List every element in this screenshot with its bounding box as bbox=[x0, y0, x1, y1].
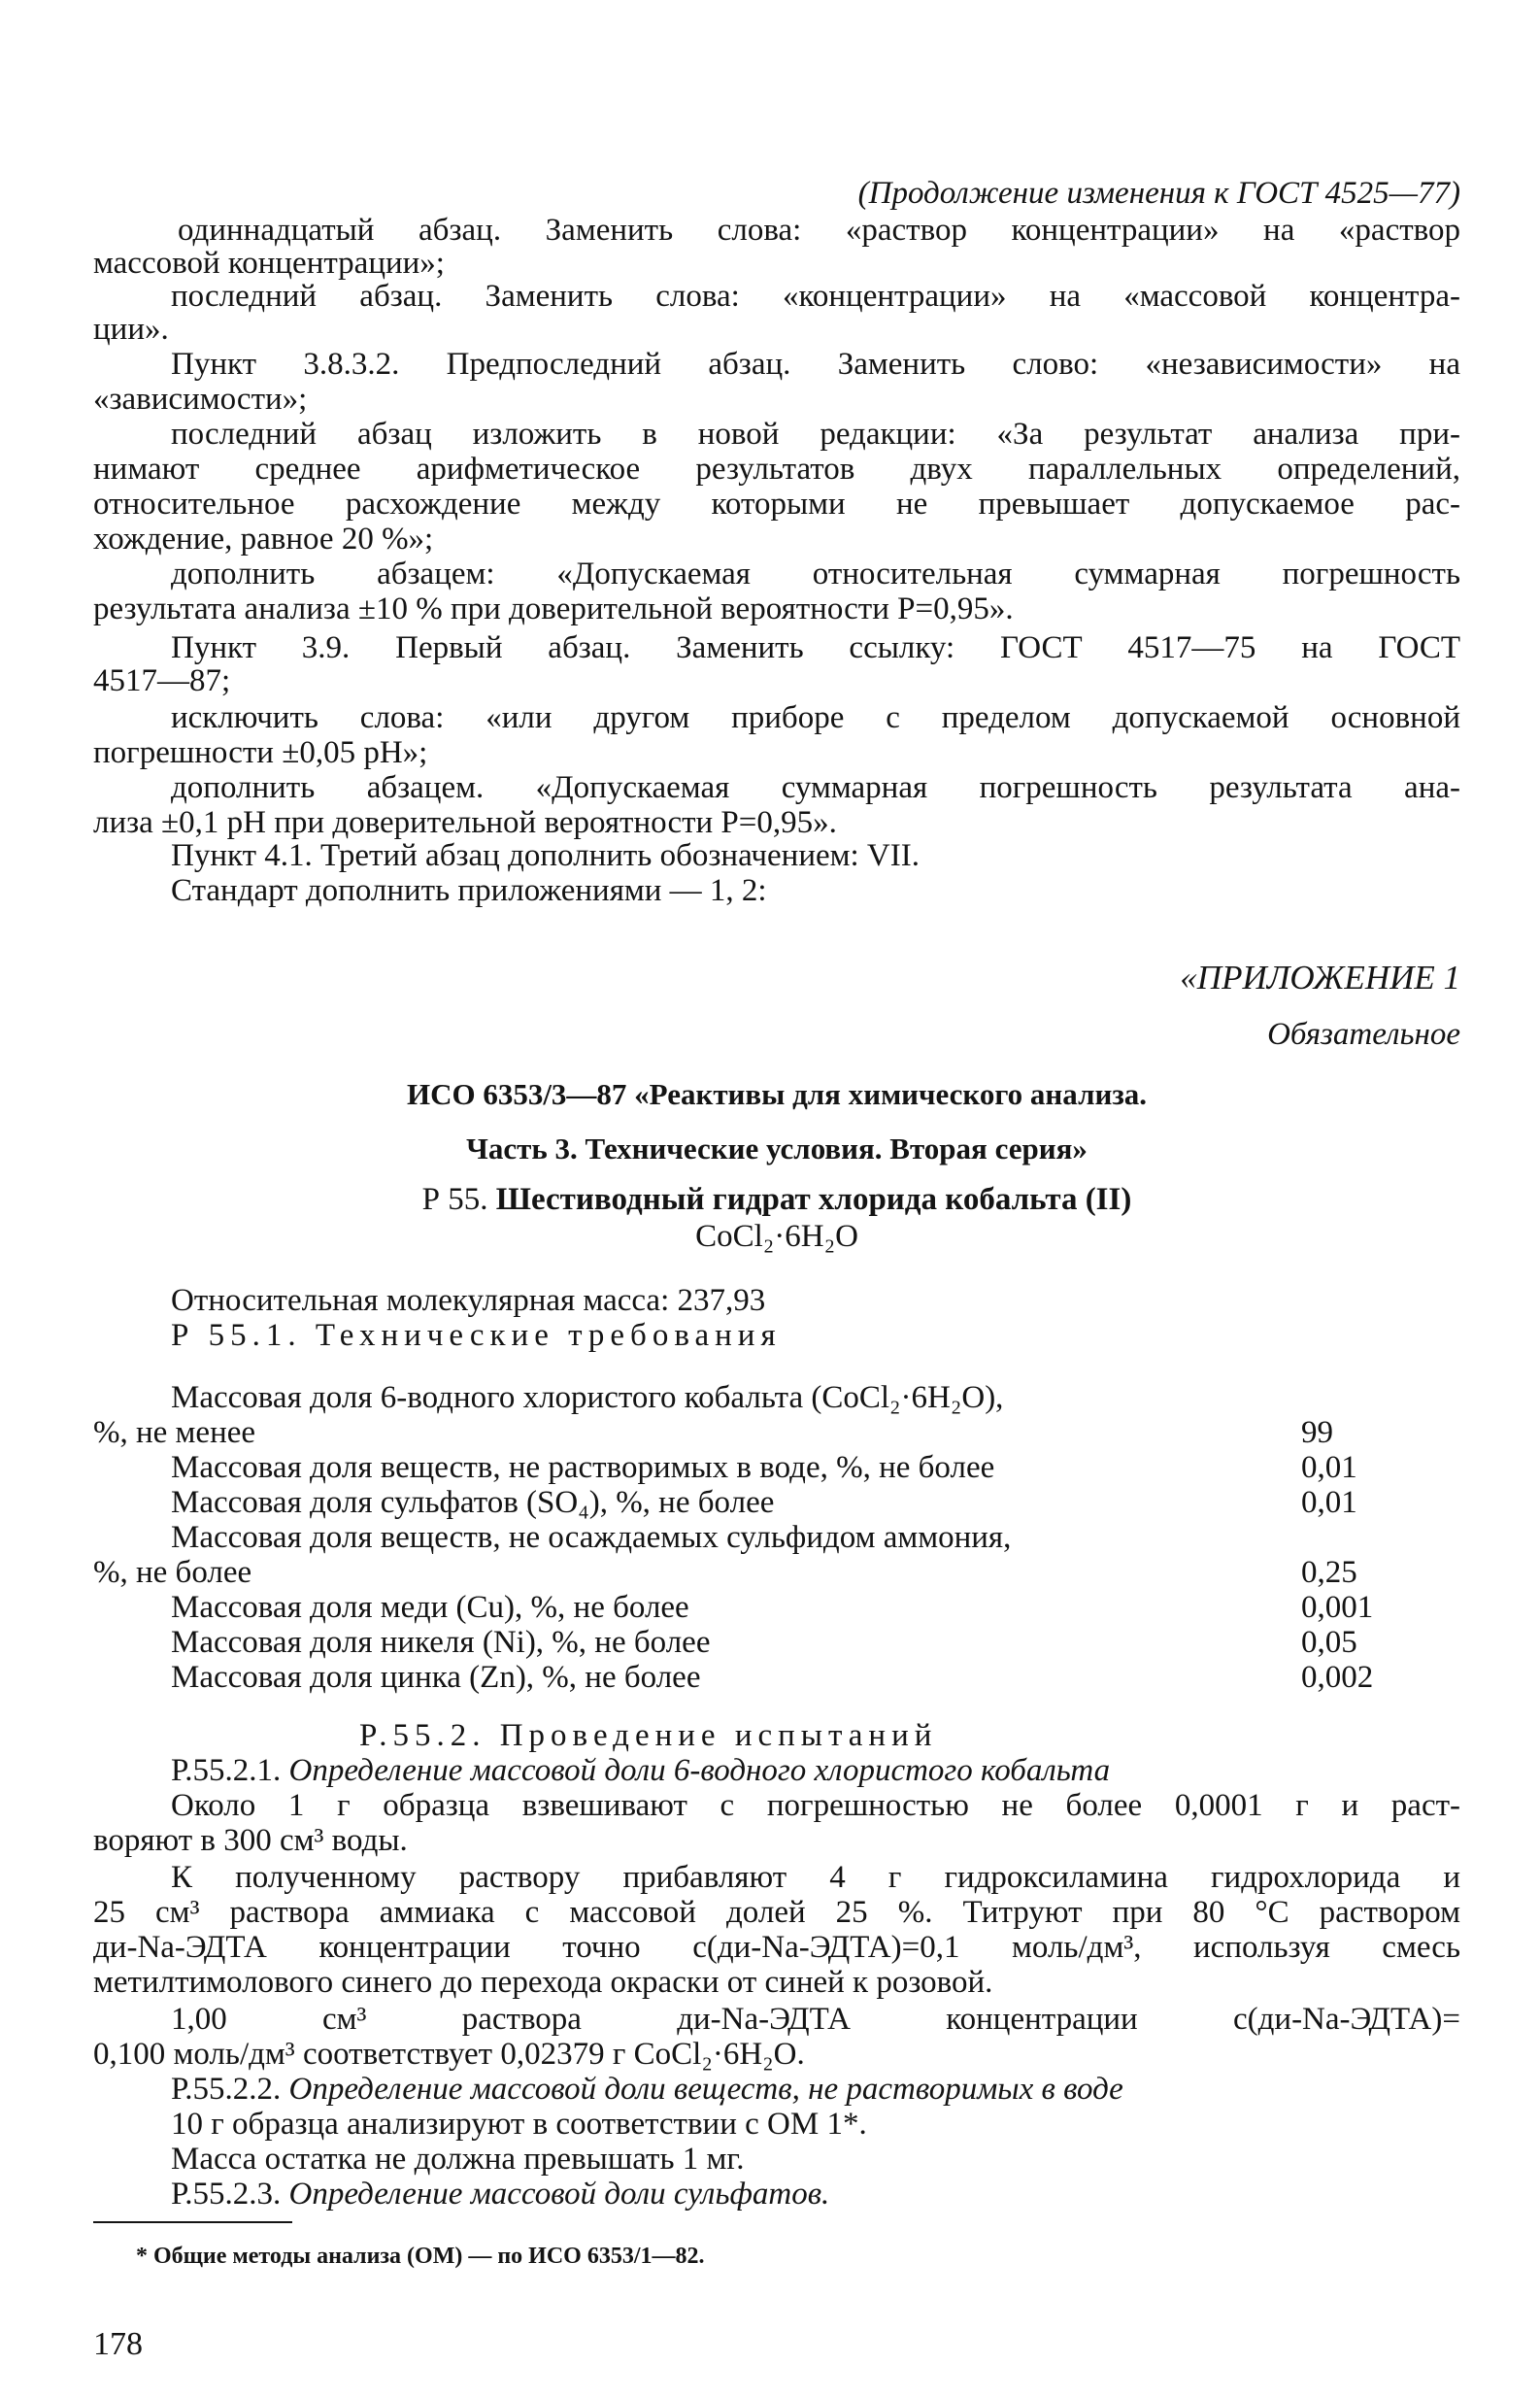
table-row-value: 0,002 bbox=[1301, 1660, 1374, 1695]
text-line: хождение, равное 20 %»; bbox=[93, 522, 434, 557]
text-line: К полученному раствору прибавляют 4 г гидроксиламина гидрохлорида и bbox=[171, 1860, 1460, 1895]
tests-heading: Р.55.2. Проведение испытаний bbox=[359, 1718, 938, 1753]
text-line: Пункт 4.1. Третий абзац дополнить обозначением: VII. bbox=[171, 838, 920, 873]
table-row-value: 0,05 bbox=[1301, 1625, 1357, 1660]
text-line: ди-Na-ЭДТА концентрации точно c(ди-Na-ЭДТА)=0,1 моль/дм³, используя смесь bbox=[93, 1930, 1460, 1965]
text-line: 4517—87; bbox=[93, 663, 231, 698]
table-row-value: 0,001 bbox=[1301, 1590, 1374, 1625]
table-row-value: 99 bbox=[1301, 1415, 1333, 1450]
section-title: Определение массовой доли 6-водного хлористого кобальта bbox=[288, 1753, 1111, 1788]
table-row-label: Массовая доля меди (Cu), %, не более bbox=[171, 1590, 689, 1625]
text-line: массовой концентрации»; bbox=[93, 246, 445, 281]
section-title: Определение массовой доли веществ, не растворимых в воде bbox=[288, 2072, 1123, 2107]
table-row-value: 0,01 bbox=[1301, 1450, 1357, 1485]
text-line: 0,100 моль/дм³ соответствует 0,02379 г CoCl₂·6H₂O. bbox=[93, 2037, 805, 2072]
page-number: 178 bbox=[93, 2326, 143, 2362]
text-line: Пункт 3.8.3.2. Предпоследний абзац. Заменить слово: «независимости» на bbox=[171, 347, 1460, 382]
text-line: Около 1 г образца взвешивают с погрешностью не более 0,0001 г и раст- bbox=[171, 1788, 1460, 1823]
table-row-label: Массовая доля сульфатов (SO₄), %, не более bbox=[171, 1485, 775, 1520]
text-line: исключить слова: «или другом приборе с пределом допускаемой основной bbox=[171, 700, 1460, 735]
appendix-title: ИСО 6353/3—87 «Реактивы для химического анализа. bbox=[406, 1077, 1148, 1111]
section-title: Определение массовой доли сульфатов. bbox=[288, 2177, 830, 2212]
text-line: нимают среднее арифметическое результатов двух параллельных определений, bbox=[93, 452, 1460, 487]
appendix-status: Обязательное bbox=[1267, 1017, 1460, 1052]
table-row-value: 0,01 bbox=[1301, 1485, 1357, 1520]
table-row-value: 0,25 bbox=[1301, 1555, 1357, 1590]
text-line: 25 см³ раствора аммиака с массовой долей 25 %. Титруют при 80 °C раствором bbox=[93, 1895, 1460, 1930]
table-row-label: Массовая доля цинка (Zn), %, не более bbox=[171, 1660, 701, 1695]
text-line: 1,00 см³ раствора ди-Na-ЭДТА концентрации c(ди-Na-ЭДТА)= bbox=[171, 2002, 1460, 2037]
text-line: дополнить абзацем. «Допускаемая суммарная погрешность результата ана- bbox=[171, 770, 1460, 805]
product-formula: CoCl₂·6H₂O bbox=[695, 1219, 858, 1254]
table-row-label: Массовая доля веществ, не растворимых в воде, %, не более bbox=[171, 1450, 995, 1485]
text-line: 10 г образца анализируют в соответствии с ОМ 1*. bbox=[171, 2107, 867, 2142]
table-row-label-cont: %, не более bbox=[93, 1555, 252, 1590]
text-line: «зависимости»; bbox=[93, 382, 308, 417]
text-line: дополнить абзацем: «Допускаемая относительная суммарная погрешность bbox=[171, 557, 1460, 591]
footnote-rule bbox=[93, 2221, 292, 2223]
molecular-mass: Относительная молекулярная масса: 237,93 bbox=[171, 1283, 766, 1318]
appendix-subtitle: Часть 3. Технические условия. Вторая серия» bbox=[466, 1131, 1088, 1165]
table-row-label: Массовая доля веществ, не осаждаемых сульфидом аммония, bbox=[171, 1520, 1012, 1555]
text-line: Стандарт дополнить приложениями — 1, 2: bbox=[171, 873, 767, 908]
text-line: Масса остатка не должна превышать 1 мг. bbox=[171, 2142, 745, 2177]
table-row-label-cont: %, не менее bbox=[93, 1415, 256, 1450]
text-line: лиза ±0,1 pH при доверительной вероятности P=0,95». bbox=[93, 805, 837, 840]
table-row-label: Массовая доля никеля (Ni), %, не более bbox=[171, 1625, 711, 1660]
text-line: воряют в 300 см³ воды. bbox=[93, 1823, 408, 1858]
section-number: Р.55.2.2. bbox=[171, 2072, 289, 2107]
table-row-label: Массовая доля 6-водного хлористого кобальта (CoCl₂·6H₂O), bbox=[171, 1380, 1004, 1415]
text-line: одиннадцатый абзац. Заменить слова: «раствор концентрации» на «раствор bbox=[178, 213, 1460, 248]
continuation-header: (Продолжение изменения к ГОСТ 4525—77) bbox=[857, 176, 1460, 211]
text-line: погрешности ±0,05 pH»; bbox=[93, 735, 428, 770]
text-line: Пункт 3.9. Первый абзац. Заменить ссылку: ГОСТ 4517—75 на ГОСТ bbox=[171, 630, 1460, 665]
product-number: Р 55. bbox=[421, 1182, 496, 1217]
product-name: Шестиводный гидрат хлорида кобальта (II) bbox=[495, 1182, 1132, 1217]
section-number: Р.55.2.1. bbox=[171, 1753, 289, 1788]
section-heading bbox=[171, 2176, 829, 2212]
text-line: ции». bbox=[93, 312, 169, 347]
section-number: Р.55.2.3. bbox=[171, 2177, 289, 2212]
footnote: * Общие методы анализа (ОМ) — по ИСО 6353/1—82. bbox=[136, 2244, 705, 2269]
section-heading bbox=[171, 2071, 1123, 2108]
text-line: последний абзац изложить в новой редакции: «За результат анализа при- bbox=[171, 417, 1460, 452]
section-heading bbox=[171, 1752, 1110, 1789]
text-line: метилтимолового синего до перехода окраски от синей к розовой. bbox=[93, 1965, 993, 2000]
product-title bbox=[93, 1181, 1460, 1218]
text-line: результата анализа ±10 % при доверительной вероятности P=0,95». bbox=[93, 591, 1014, 626]
text-line: относительное расхождение между которыми не превышает допускаемое рас- bbox=[93, 487, 1460, 522]
requirements-heading: Р 55.1. Технические требования bbox=[171, 1318, 782, 1353]
text-line: последний абзац. Заменить слова: «концентрации» на «массовой концентра- bbox=[171, 279, 1460, 314]
appendix-label: «ПРИЛОЖЕНИЕ 1 bbox=[1180, 959, 1460, 996]
